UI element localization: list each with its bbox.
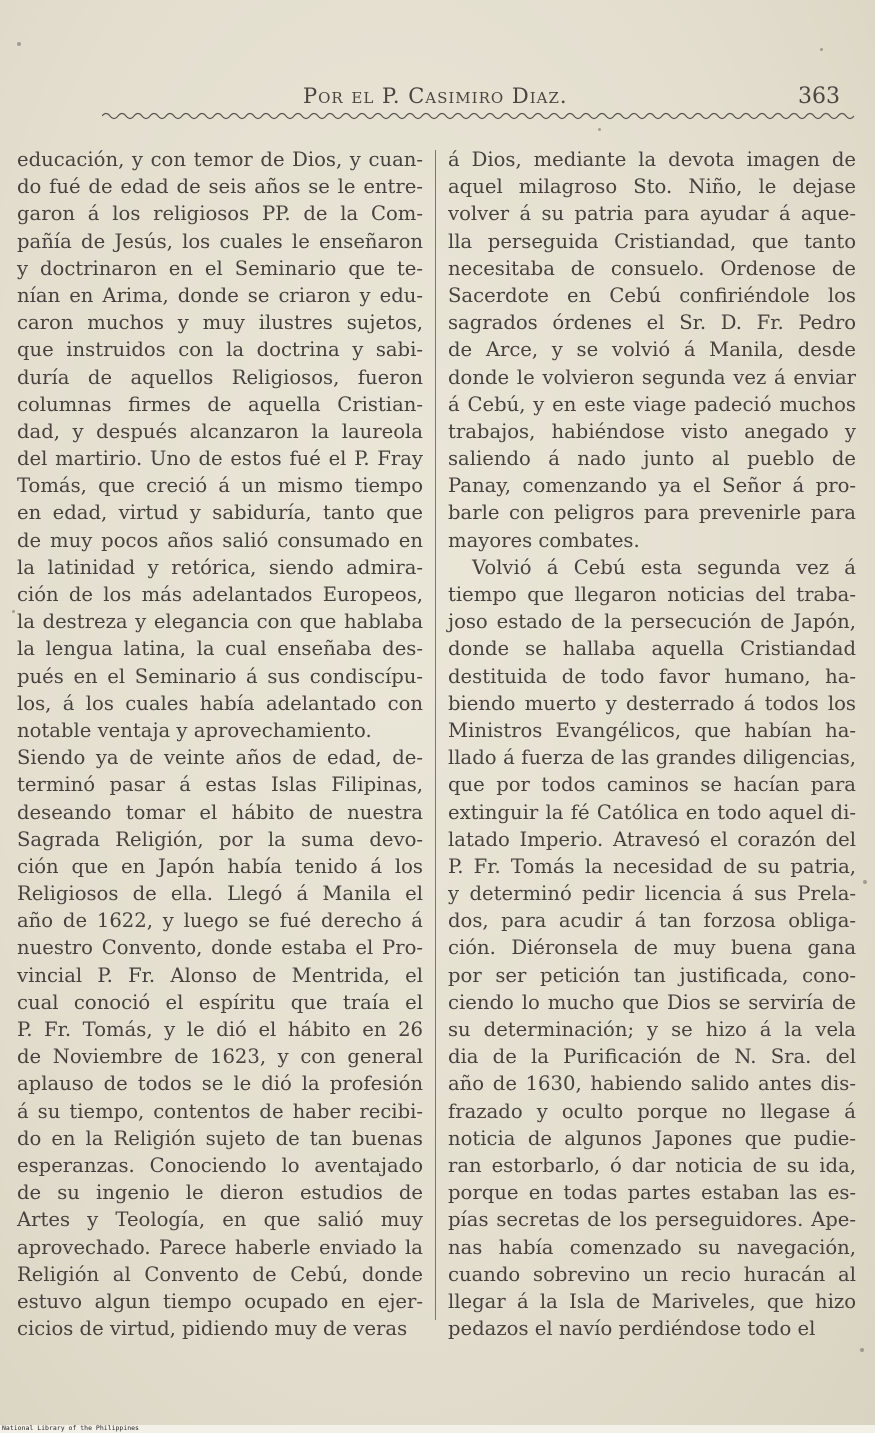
text-line: biendo muerto y desterrado á todos los [448,691,856,715]
text-line: necesitaba de consuelo. Ordenose de [448,256,856,280]
text-line: garon á los religiosos PP. de la Com- [17,202,423,226]
text-line: Tomás, que creció á un mismo tiempo [17,474,423,498]
text-line: volver á su patria para ayudar á aque- [448,202,856,226]
paper-speck [860,1348,864,1352]
text-line: ción que en Japón había tenido á los [17,854,423,878]
text-line: cicios de virtud, pidiendo muy de veras [17,1317,408,1341]
text-line: por ser petición tan justificada, cono- [448,963,856,987]
text-line: mayores combates. [448,528,640,552]
paper-speck [598,128,601,131]
text-line: Sagrada Religión, por la suma devo- [17,827,423,851]
text-line: que instruidos con la doctrina y sabi- [17,338,423,362]
text-line: esperanzas. Conociendo lo aventajado [17,1153,423,1177]
text-line: noticia de algunos Japones que pudie- [448,1126,856,1150]
text-line: pedazos el navío perdiéndose todo el [448,1317,816,1341]
text-line: año de 1622, y luego se fué derecho á [17,909,423,933]
text-line: Ministros Evangélicos, que habían ha- [448,718,856,742]
text-line: sagrados órdenes el Sr. D. Fr. Pedro [448,311,856,335]
column-divider [435,150,436,1320]
text-line: do fué de edad de seis años se le entre- [17,175,423,199]
text-line: Sacerdote en Cebú confiriéndole los [448,283,856,307]
text-line: vincial P. Fr. Alonso de Mentrida, el [17,963,423,987]
text-line: dos, para acudir á tan forzosa obliga- [448,909,856,933]
text-line: los, á los cuales había adelantado con [17,691,423,715]
text-line: y determinó pedir licencia á sus Prela- [448,882,856,906]
right-text-column [448,146,856,1342]
text-line: la lengua latina, la cual enseñaba des- [17,637,423,661]
text-line: ran estorbarlo, ó dar noticia de su ida, [448,1153,856,1177]
text-line: aprovechado. Parece haberle enviado la [17,1235,423,1259]
text-line: estuvo algun tiempo ocupado en ejer- [17,1289,423,1313]
text-line: Religión al Convento de Cebú, donde [17,1262,423,1286]
text-line: frazado y oculto porque no llegase á [448,1099,856,1123]
text-line: nuestro Convento, donde estaba el Pro- [17,936,423,960]
text-line: del martirio. Uno de estos fué el P. Fray [17,447,423,471]
text-line: aquel milagroso Sto. Niño, le dejase [448,175,856,199]
text-line: terminó pasar á estas Islas Filipinas, [17,773,423,797]
running-title: Por el P. Casimiro Diaz. [303,84,568,108]
text-line: la destreza y elegancia con que hablaba [17,610,423,634]
text-line: cuando sobrevino un recio huracán al [448,1262,856,1286]
text-line: joso estado de la persecución de Japón, [448,610,856,634]
text-line: duría de aquellos Religiosos, fueron [17,365,423,389]
library-credit: National Library of the Philippines [2,1424,139,1432]
text-line: porque en todas partes estaban las es- [448,1181,856,1205]
text-line: latado Imperio. Atravesó el corazón del [448,827,856,851]
text-line: donde se hallaba aquella Cristiandad [448,637,856,661]
text-line: extinguir la fé Católica en todo aquel di- [448,800,856,824]
paper-speck [12,610,15,613]
text-line: llado á fuerza de las grandes diligencias, [448,746,856,770]
text-line: y doctrinaron en el Seminario que te- [17,256,423,280]
text-line: de su ingenio le dieron estudios de [17,1181,423,1205]
text-line: P. Fr. Tomás, y le dió el hábito en 26 [17,1018,423,1041]
paper-speck [820,48,823,51]
text-line: P. Fr. Tomás la necesidad de su patria, [448,854,856,878]
text-line: ción. Diéronsela de muy buena gana [448,936,856,960]
text-line: pías secretas de los perseguidores. Ape- [448,1208,856,1232]
text-line: año de 1630, habiendo salido antes dis- [448,1072,856,1096]
text-line: saliendo á nado junto al pueblo de [448,447,856,471]
text-line: de Arce, y se volvió á Manila, desde [448,338,856,362]
text-line: tiempo que llegaron noticias del traba- [448,583,856,606]
paper-speck [17,42,21,46]
text-line: columnas firmes de aquella Cristian- [17,392,423,416]
text-line: llegar á la Isla de Mariveles, que hizo [448,1289,856,1313]
text-line: caron muchos y muy ilustres sujetos, [17,311,423,335]
text-line: Siendo ya de veinte años de edad, de- [17,746,423,770]
text-line: donde le volvieron segunda vez á enviar [448,365,856,389]
text-line: nían en Arima, donde se criaron y edu- [17,283,423,307]
text-line: Volvió á Cebú esta segunda vez á [472,555,856,579]
text-line: Religiosos de ella. Llegó á Manila el [17,882,423,906]
text-line: deseando tomar el hábito de nuestra [17,800,423,824]
text-line: pués en el Seminario á sus condiscípu- [17,664,423,688]
text-line: Panay, comenzando ya el Señor á pro- [448,474,856,498]
text-line: pañía de Jesús, los cuales le enseñaron [17,229,423,253]
paper-speck [863,880,867,884]
header-wavy-rule [102,110,857,122]
text-line: Artes y Teología, en que salió muy [17,1208,423,1232]
text-line: á su tiempo, contentos de haber recibi- [17,1099,423,1123]
text-line: lla perseguida Cristiandad, que tanto [448,229,856,253]
text-line: nas había comenzado su navegación, [448,1235,856,1259]
text-line: que por todos caminos se hacían para [448,773,856,797]
left-text-column [17,146,423,1342]
text-line: de Noviembre de 1623, y con general [17,1045,423,1069]
text-line: su determinación; y se hizo á la vela [448,1018,856,1041]
text-line: de muy pocos años salió consumado en [17,528,423,552]
text-line: aplauso de todos se le dió la profesión [17,1072,423,1096]
text-line: destituida de todo favor humano, ha- [448,664,856,688]
text-line: la latinidad y retórica, siendo admira- [17,555,423,579]
text-line: en edad, virtud y sabiduría, tanto que [17,501,423,525]
text-line: notable ventaja y aprovechamiento. [17,718,372,742]
text-line: ciendo lo mucho que Dios se serviría de [448,990,856,1014]
text-line: do en la Religión sujeto de tan buenas [17,1126,423,1150]
text-line: trabajos, habiéndose visto anegado y [448,419,856,443]
text-line: educación, y con temor de Dios, y cuan- [17,148,423,171]
text-line: á Cebú, y en este viage padeció muchos [448,392,856,416]
text-line: ción de los más adelantados Europeos, [17,583,423,606]
text-line: á Dios, mediante la devota imagen de [448,148,856,171]
text-line: cual conoció el espíritu que traía el [17,990,423,1014]
text-line: dad, y después alcanzaron la laureola [17,419,423,443]
page-number: 363 [798,84,840,109]
text-line: barle con peligros para prevenirle para [448,501,856,525]
text-line: dia de la Purificación de N. Sra. del [448,1045,856,1069]
